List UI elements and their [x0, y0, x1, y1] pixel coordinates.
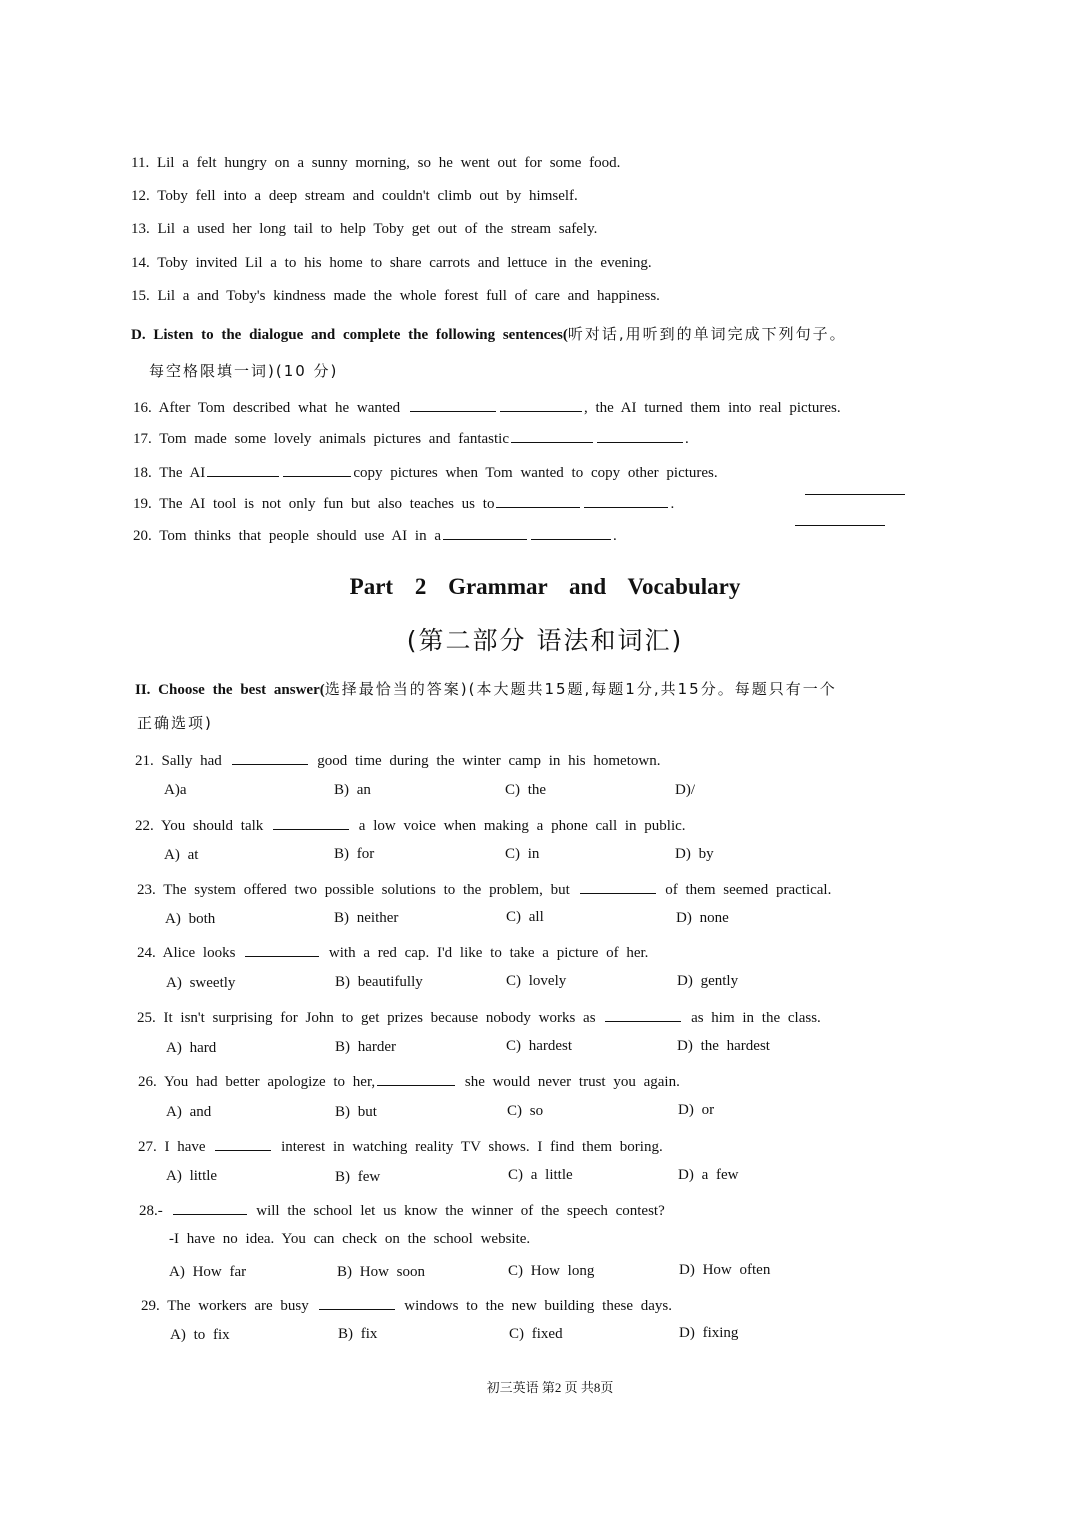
question-19-text: 19. The AI tool is not only fun but also teaches us to: [133, 496, 495, 512]
option-d[interactable]: D) a few: [678, 1167, 739, 1183]
question-stem-end: interest in watching reality TV shows. I find them boring.: [281, 1139, 663, 1155]
section-d-heading-cn: 听对话,用听到的单词完成下列句子。: [567, 325, 847, 343]
answer-blank[interactable]: [500, 397, 582, 412]
question-stem: 24. Alice looks: [137, 945, 236, 961]
question-20: [133, 525, 617, 545]
part-2-title: Part 2 Grammar and Vocabulary: [349, 574, 741, 599]
question-19: [133, 493, 674, 513]
question-stem-end: good time during the winter camp in his hometown.: [317, 753, 661, 769]
option-a[interactable]: A) and: [166, 1104, 212, 1120]
question-28-reply: -I have no idea. You can check on the school website.: [169, 1231, 531, 1247]
question-16-text-end: , the AI turned them into real pictures.: [583, 400, 841, 416]
option-a[interactable]: A) little: [166, 1168, 218, 1184]
option-a[interactable]: A) both: [165, 911, 216, 927]
option-c[interactable]: C) hardest: [506, 1038, 573, 1054]
section-d-heading-cn2: 每空格限填一词)(10 分): [149, 362, 339, 380]
option-c[interactable]: C) in: [505, 846, 540, 862]
page-footer: 初三英语 第2 页 共8页: [486, 1380, 614, 1395]
question-stem-end: as him in the class.: [691, 1010, 821, 1026]
part-2-title-cn: (第二部分 语法和词汇): [406, 626, 684, 655]
option-a[interactable]: A) How far: [169, 1264, 247, 1280]
option-a[interactable]: A) to fix: [170, 1327, 230, 1343]
option-c[interactable]: C) lovely: [506, 973, 567, 989]
question-stem: 29. The workers are busy: [141, 1298, 309, 1314]
statement-12: 12. Toby fell into a deep stream and couldn't climb out by himself.: [131, 188, 578, 204]
option-a[interactable]: A)a: [164, 782, 187, 798]
answer-blank[interactable]: [496, 493, 580, 508]
section-d-heading-en: D. Listen to the dialogue and complete the following sentences(: [131, 327, 568, 343]
question-25: [137, 1007, 821, 1027]
question-stem: 22. You should talk: [135, 818, 264, 834]
question-16-text: 16. After Tom described what he wanted: [133, 400, 401, 416]
option-b[interactable]: B) an: [334, 782, 371, 798]
statement-13: 13. Lil a used her long tail to help Toby get out of the stream safely.: [131, 221, 598, 237]
question-17-text-end: .: [685, 431, 689, 447]
answer-blank[interactable]: [245, 942, 319, 957]
question-28: [139, 1200, 665, 1220]
answer-blank[interactable]: [207, 462, 279, 477]
option-d[interactable]: D) none: [676, 910, 729, 926]
option-b[interactable]: B) but: [335, 1104, 377, 1120]
question-stem: 27. I have: [138, 1139, 206, 1155]
statement-11: 11. Lil a felt hungry on a sunny morning, so he went out for some food.: [131, 155, 621, 171]
option-b[interactable]: B) How soon: [337, 1264, 426, 1280]
option-b[interactable]: B) harder: [335, 1039, 397, 1055]
question-20-text: 20. Tom thinks that people should use AI in a: [133, 528, 441, 544]
option-c[interactable]: C) fixed: [509, 1326, 563, 1342]
option-c[interactable]: C) all: [506, 909, 544, 925]
question-22: [135, 815, 686, 835]
answer-blank[interactable]: [584, 493, 668, 508]
option-d[interactable]: D)/: [675, 782, 695, 798]
answer-blank[interactable]: [232, 750, 308, 765]
section-ii-heading-cn2: 正确选项): [137, 714, 213, 732]
section-ii-heading-en: II. Choose the best answer(: [135, 682, 325, 698]
question-21: [135, 750, 660, 770]
question-17: [133, 428, 689, 448]
option-a[interactable]: A) sweetly: [166, 975, 236, 991]
section-d-heading: [131, 323, 847, 344]
question-stem-end: with a red cap. I'd like to take a picture of her.: [328, 945, 649, 961]
question-29: [141, 1295, 672, 1315]
question-18-text: 18. The AI: [133, 465, 206, 481]
stray-rule: [805, 494, 905, 495]
answer-blank[interactable]: [580, 879, 656, 894]
option-d[interactable]: D) How often: [679, 1262, 771, 1278]
question-20-text-end: .: [613, 528, 617, 544]
question-stem: 21. Sally had: [135, 753, 222, 769]
option-d[interactable]: D) the hardest: [677, 1038, 770, 1054]
question-stem: 25. It isn't surprising for John to get prizes because nobody works as: [137, 1010, 596, 1026]
answer-blank[interactable]: [597, 428, 683, 443]
answer-blank[interactable]: [273, 815, 349, 830]
question-stem: 28.-: [139, 1203, 163, 1219]
statement-14: 14. Toby invited Lil a to his home to share carrots and lettuce in the evening.: [131, 255, 652, 271]
answer-blank[interactable]: [173, 1200, 247, 1215]
question-23: [137, 879, 831, 899]
answer-blank[interactable]: [410, 397, 496, 412]
section-ii-heading-cn: 选择最恰当的答案)(本大题共15题,每题1分,共15分。每题只有一个: [324, 680, 837, 698]
option-c[interactable]: C) so: [507, 1103, 544, 1119]
question-18-text-end: copy pictures when Tom wanted to copy other pictures.: [353, 465, 718, 481]
option-b[interactable]: B) beautifully: [335, 974, 423, 990]
question-24: [137, 942, 648, 962]
option-b[interactable]: B) for: [334, 846, 375, 862]
option-b[interactable]: B) fix: [338, 1326, 378, 1342]
answer-blank[interactable]: [283, 462, 351, 477]
answer-blank[interactable]: [319, 1295, 395, 1310]
question-stem: 26. You had better apologize to her,: [138, 1074, 376, 1090]
question-18: [133, 462, 718, 482]
option-a[interactable]: A) at: [164, 847, 199, 863]
question-stem-end: will the school let us know the winner of the speech contest?: [256, 1203, 665, 1219]
answer-blank[interactable]: [531, 525, 611, 540]
option-c[interactable]: C) How long: [508, 1263, 595, 1279]
option-d[interactable]: D) by: [675, 846, 714, 862]
question-stem-end: of them seemed practical.: [665, 882, 832, 898]
question-stem-end: she would never trust you again.: [464, 1074, 680, 1090]
option-b[interactable]: B) neither: [334, 910, 399, 926]
answer-blank[interactable]: [605, 1007, 681, 1022]
option-c[interactable]: C) the: [505, 782, 547, 798]
statement-15: 15. Lil a and Toby's kindness made the whole forest full of care and happiness.: [131, 288, 660, 304]
section-ii-heading: [135, 678, 837, 699]
option-c[interactable]: C) a little: [508, 1167, 573, 1183]
answer-blank[interactable]: [377, 1071, 455, 1086]
option-d[interactable]: D) gently: [677, 973, 739, 989]
question-19-text-end: .: [670, 496, 675, 512]
question-stem: 23. The system offered two possible solutions to the problem, but: [137, 882, 570, 898]
question-17-text: 17. Tom made some lovely animals pictures and fantastic: [133, 431, 510, 447]
question-16: [133, 397, 841, 417]
answer-blank[interactable]: [215, 1136, 271, 1151]
question-26: [138, 1071, 680, 1091]
option-a[interactable]: A) hard: [166, 1040, 217, 1056]
answer-blank[interactable]: [511, 428, 593, 443]
question-27: [138, 1136, 663, 1156]
question-stem-end: windows to the new building these days.: [404, 1298, 672, 1314]
option-b[interactable]: B) few: [335, 1169, 381, 1185]
answer-blank[interactable]: [443, 525, 527, 540]
question-stem-end: a low voice when making a phone call in public.: [358, 818, 686, 834]
stray-rule: [795, 525, 885, 526]
option-d[interactable]: D) fixing: [679, 1325, 739, 1341]
option-d[interactable]: D) or: [678, 1102, 715, 1118]
